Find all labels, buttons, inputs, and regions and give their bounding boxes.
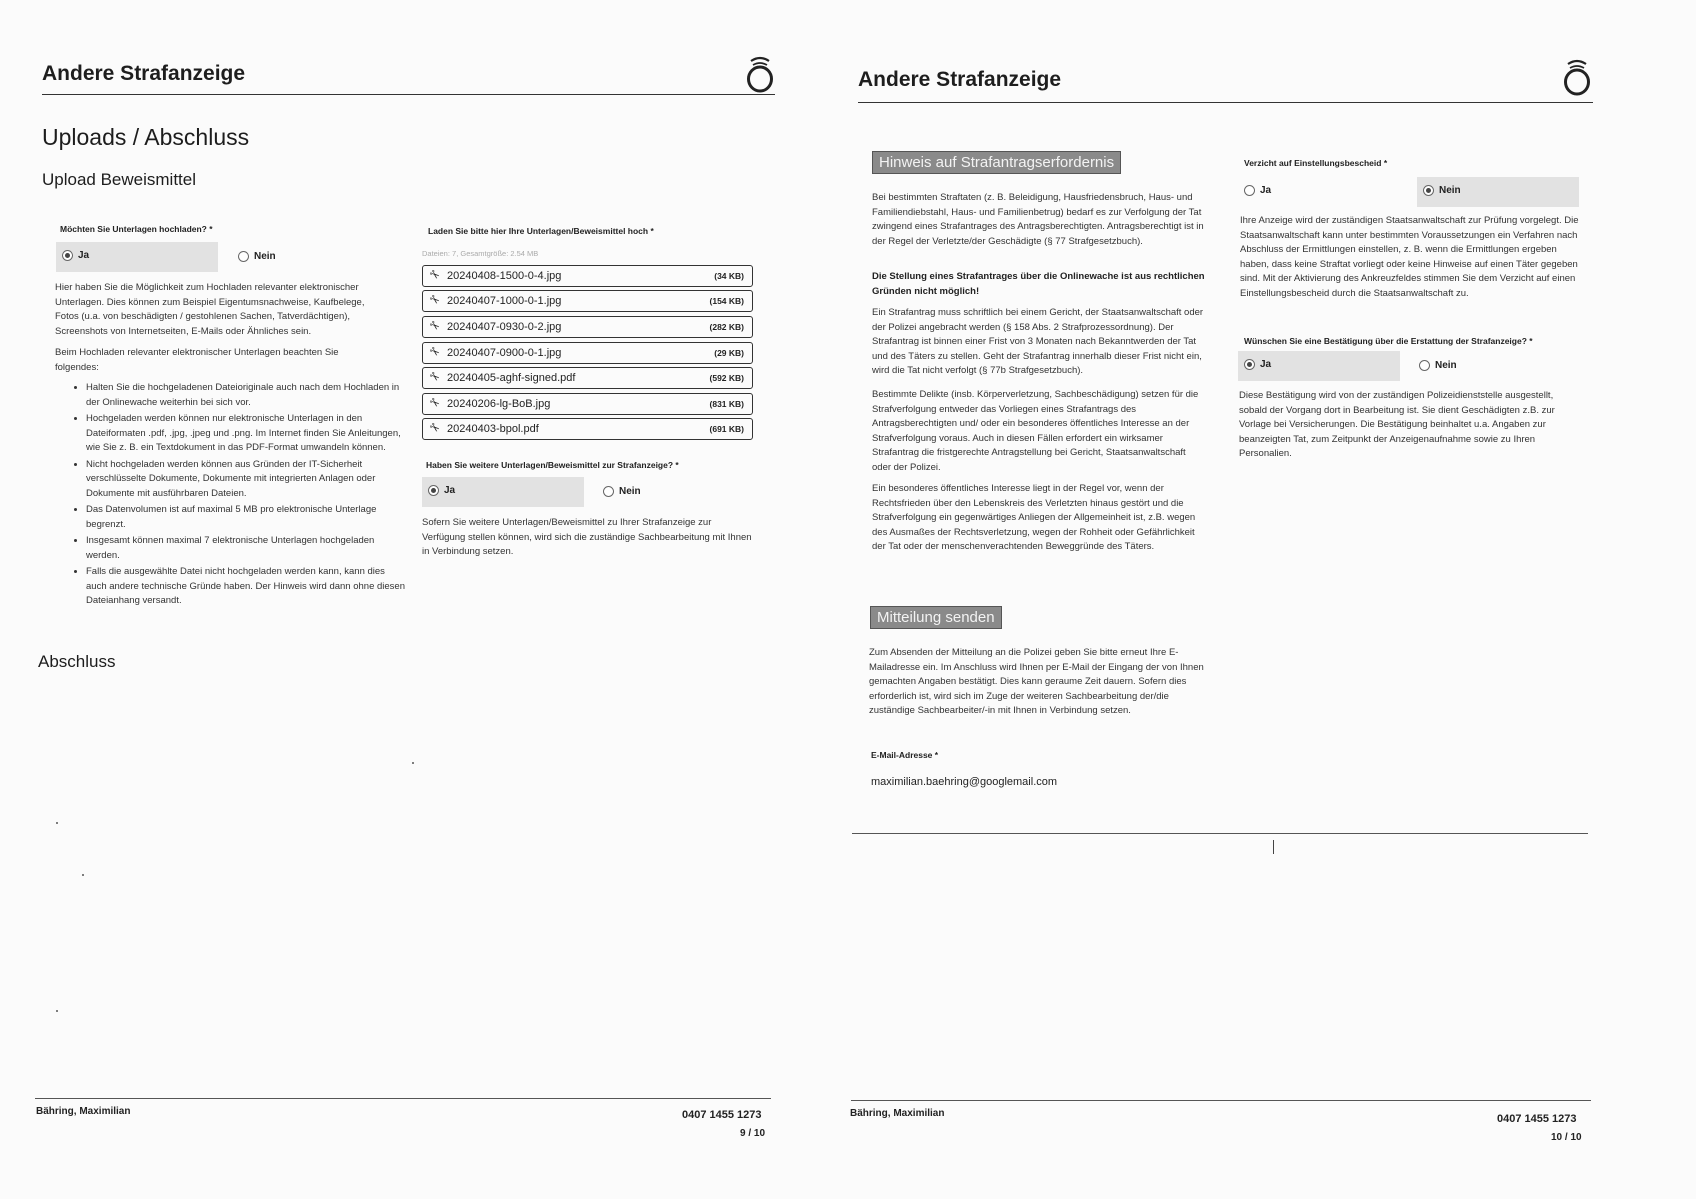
footer-number: 0407 1455 1273 (1497, 1113, 1577, 1125)
upload-yes-label: Ja (78, 250, 90, 261)
scan-speck (56, 822, 58, 824)
radio-selected-icon (1244, 359, 1255, 370)
hint-paragraph-4: Ein besonderes öffentliches Interesse liegt in der Regel vor, wenn der Rechtsfrieden über den Lebenskreis des Verletzten hinaus gestört und die Strafverfolgung ein gegenwärtiges Anliegen der Allgemeinheit ist, z.B. wegen des Ausmaßes der Rechtsverletzung, wegen der Rohheit oder Gefährlichkeit der Tat oder der menschenverachtenden Beweggründe des Täters. (872, 483, 1196, 552)
uploaded-file-item[interactable] (422, 342, 753, 364)
footer-rule (35, 1098, 771, 1099)
file-name: 20240407-1000-0-1.jpg (447, 295, 562, 307)
list-item: • Falls die ausgewählte Datei nicht hochgeladen werden kann, kann dies auch andere technische Gründe haben. Der Hinweis wird dann ohne diesen Dateianhang versandt. (86, 565, 406, 609)
file-size: (691 KB) (709, 424, 744, 434)
hint-heading: Hinweis auf Strafantragserfordernis (872, 151, 1121, 174)
confirm-no-label: Nein (1435, 360, 1457, 371)
more-no-label: Nein (619, 486, 641, 497)
file-name: 20240206-lg-BoB.jpg (447, 398, 551, 410)
radio-selected-icon (1423, 185, 1434, 196)
file-name: 20240408-1500-0-4.jpg (447, 270, 562, 282)
page-header-title: Andere Strafanzeige (42, 62, 246, 85)
hint-warning: Die Stellung eines Strafantrages über die Onlinewache ist aus rechtlichen Gründen nicht möglich! (872, 271, 1205, 297)
scan-speck (56, 1010, 58, 1012)
upload-yes-radio[interactable] (62, 250, 89, 261)
radio-selected-icon (62, 250, 73, 261)
waiver-yes-radio[interactable] (1244, 185, 1271, 196)
file-size: (154 KB) (709, 296, 744, 306)
confirm-question: Wünschen Sie eine Bestätigung über die Erstattung der Strafanzeige? * (1244, 336, 1533, 346)
footer-rule (851, 1100, 1591, 1101)
uploaded-file-item[interactable] (422, 418, 753, 440)
send-description: Zum Absenden der Mitteilung an die Polizei geben Sie bitte erneut Ihre E-Mailadresse ein. Im Anschluss wird Ihnen per E-Mail der Eingang der von Ihnen gemachten Angaben bestätigt. Dies kann geraume Zeit dauern. Sofern dies erforderlich ist, wird sich im Zuge der weiteren Sachbearbeitung der/die zuständige Sachbearbeiter/-in mit Ihnen in Verbindung setzen. (869, 647, 1204, 716)
hint-paragraph-3: Bestimmte Delikte (insb. Körperverletzung, Sachbeschädigung) setzen für die Strafverfolgung entweder das Vorliegen eines Strafantrags des Antragsberechtigten und/ oder ein besonderes öffentliches Interesse an der Strafverfolgung voraus. Auch in diesen Fällen erfordert ein wirksamer Strafantrag die fristgerechte Antragstellung bei Gericht, Staatsanwaltschaft oder der Polizei. (872, 389, 1199, 473)
list-item: • Nicht hochgeladen werden können aus Gründen der IT-Sicherheit verschlüsselte Dokumente, Dokumente mit integrierten Anlagen oder Dokumente mit ausführbaren Dateien. (86, 458, 406, 502)
upload-no-label: Nein (254, 251, 276, 262)
footer-number: 0407 1455 1273 (682, 1109, 762, 1121)
email-field[interactable]: maximilian.baehring@googlemail.com (871, 776, 1058, 788)
paperclip-icon: ✂ (426, 394, 443, 412)
waiver-no-label: Nein (1439, 185, 1461, 196)
confirm-description: Diese Bestätigung wird von der zuständigen Polizeidienststelle ausgestellt, sobald der Vorgang dort in Bearbeitung ist. Sie dient Geschädigten z.B. zur Vorlage bei Versicherungen. Die Bestätigung beinhaltet u.a. Angaben zur beanzeigten Tat, zum Zeitpunkt der Anzeigenaufnahme sowie zu Ihren Personalien. (1239, 390, 1555, 459)
hint-paragraph-2: Ein Strafantrag muss schriftlich bei einem Gericht, der Staatsanwaltschaft oder der Polizei angebracht werden (§ 158 Abs. 2 Strafprozessordnung). Der Strafantrag ist binnen einer Frist von 3 Monaten nach Bekanntwerden der Tat und des Täters zu stellen. Geht der Strafantrag innerhalb dieser Frist nicht ein, wird die Tat nicht verfolgt (§ 77b Strafgesetzbuch). (872, 307, 1204, 376)
paperclip-icon: ✂ (426, 419, 443, 437)
radio-selected-icon (428, 485, 439, 496)
list-item: • Hochgeladen werden können nur elektronische Unterlagen in den Dateiformaten .pdf, .jpg, .jpeg und .png. Im Internet finden Sie Anleitungen, wie Sie z. B. ein Textdokument in das PDF-Format umwandeln können. (86, 412, 406, 456)
scan-speck (82, 874, 84, 876)
more-description: Sofern Sie weitere Unterlagen/Beweismittel zu Ihrer Strafanzeige zur Verfügung stellen können, wird sich die zuständige Sachbearbeitung mit Ihnen in Verbindung setzen. (422, 517, 752, 557)
confirm-no-radio[interactable] (1419, 360, 1457, 371)
paperclip-icon: ✂ (426, 343, 443, 361)
list-item: • Halten Sie die hochgeladenen Dateioriginale auch nach dem Hochladen in der Onlinewache weiterhin bei sich vor. (86, 381, 406, 410)
radio-empty-icon (603, 486, 614, 497)
file-name: 20240405-aghf-signed.pdf (447, 372, 576, 384)
waiver-question: Verzicht auf Einstellungsbescheid * (1244, 158, 1388, 168)
header-rule (42, 94, 775, 95)
file-size: (34 KB) (714, 271, 744, 281)
header-rule (858, 102, 1593, 103)
upload-description: Hier haben Sie die Möglichkeit zum Hochladen relevanter elektronischer Unterlagen. Dies können zum Beispiel Eigentumsnachweise, Kaufbelege, Fotos (u.a. von beschädigten / gestohlenen Sachen, Tatverdächtigen), Screenshots von Internetseiten, E-Mails oder Ähnliches sein. (55, 282, 365, 337)
upload-note-intro: Beim Hochladen relevanter elektronischer Unterlagen beachten Sie folgendes: (55, 347, 339, 373)
waiver-no-radio[interactable] (1423, 185, 1461, 196)
upload-no-radio[interactable] (238, 251, 276, 262)
more-yes-radio[interactable] (428, 485, 455, 496)
list-item: • Das Datenvolumen ist auf maximal 5 MB pro elektronische Unterlage begrenzt. (86, 503, 406, 532)
more-no-radio[interactable] (603, 486, 641, 497)
file-size: (282 KB) (709, 322, 744, 332)
form-bottom-rule (852, 833, 1588, 834)
uploaded-file-item[interactable] (422, 367, 753, 389)
more-yes-label: Ja (444, 485, 456, 496)
files-label: Laden Sie bitte hier Ihre Unterlagen/Beweismittel hoch * (428, 226, 654, 236)
subsection-title: Upload Beweismittel (42, 170, 197, 189)
file-name: 20240407-0930-0-2.jpg (447, 321, 562, 333)
confirm-yes-label: Ja (1260, 359, 1272, 370)
files-summary: Dateien: 7, Gesamtgröße: 2.54 MB (422, 249, 539, 258)
uploaded-file-item[interactable] (422, 265, 753, 287)
send-heading: Mitteilung senden (870, 606, 1002, 629)
scan-speck (412, 762, 414, 764)
radio-empty-icon (1244, 185, 1255, 196)
confirm-yes-radio[interactable] (1244, 359, 1271, 370)
file-size: (592 KB) (709, 373, 744, 383)
uploaded-file-item[interactable] (422, 316, 753, 338)
waiver-description: Ihre Anzeige wird der zuständigen Staatsanwaltschaft zur Prüfung vorgelegt. Die Staatsanwaltschaft kann unter bestimmten Voraussetzungen ein Verfahren nach Abschluss der Ermittlungen einstellen, z. B. wenn die Ermittlungen ergeben haben, dass keine Straftat vorliegt oder keine Hinweise auf einen Täter gegeben sind. Mit der Aktivierung des Ankreuzfeldes stimmen Sie dem Verzicht auf einen Einstellungsbescheid durch die Staatsanwaltschaft zu. (1240, 215, 1579, 299)
email-label: E-Mail-Adresse * (871, 750, 939, 760)
footer-page: 9 / 10 (740, 1128, 766, 1139)
paperclip-icon: ✂ (426, 368, 443, 386)
police-logo-icon (745, 55, 775, 93)
upload-question: Möchten Sie Unterlagen hochladen? * (60, 224, 213, 234)
footer-page: 10 / 10 (1551, 1132, 1582, 1143)
footer-name: Bähring, Maximilian (850, 1108, 945, 1119)
hint-paragraph-1: Bei bestimmten Straftaten (z. B. Beleidigung, Hausfriedensbruch, Haus- und Familiendiebstahl, Haus- und Familienbetrug) bedarf es zur Verfolgung der Tat zwingend eines Strafantrages des Antragsberechtigten. Antragsberechtigt ist in der Regel der Verletzte/der Geschädigte (§ 77 Strafgesetzbuch). (872, 192, 1204, 247)
page-header-title: Andere Strafanzeige (858, 68, 1062, 91)
uploaded-file-item[interactable] (422, 393, 753, 415)
scan-mark (1273, 840, 1274, 854)
radio-empty-icon (238, 251, 249, 262)
more-question: Haben Sie weitere Unterlagen/Beweismittel zur Strafanzeige? * (426, 460, 679, 470)
closing-title: Abschluss (38, 652, 116, 671)
uploaded-file-item[interactable] (422, 290, 753, 312)
upload-rules-list (70, 381, 406, 611)
file-size: (831 KB) (709, 399, 744, 409)
file-name: 20240407-0900-0-1.jpg (447, 347, 562, 359)
list-item: • Insgesamt können maximal 7 elektronische Unterlagen hochgeladen werden. (86, 534, 406, 563)
section-title: Uploads / Abschluss (42, 124, 250, 150)
file-size: (29 KB) (714, 348, 744, 358)
waiver-yes-label: Ja (1260, 185, 1272, 196)
paperclip-icon: ✂ (426, 317, 443, 335)
paperclip-icon: ✂ (426, 291, 443, 309)
police-logo-icon (1562, 58, 1592, 96)
file-name: 20240403-bpol.pdf (447, 423, 539, 435)
radio-empty-icon (1419, 360, 1430, 371)
footer-name: Bähring, Maximilian (36, 1106, 131, 1117)
paperclip-icon: ✂ (426, 266, 443, 284)
